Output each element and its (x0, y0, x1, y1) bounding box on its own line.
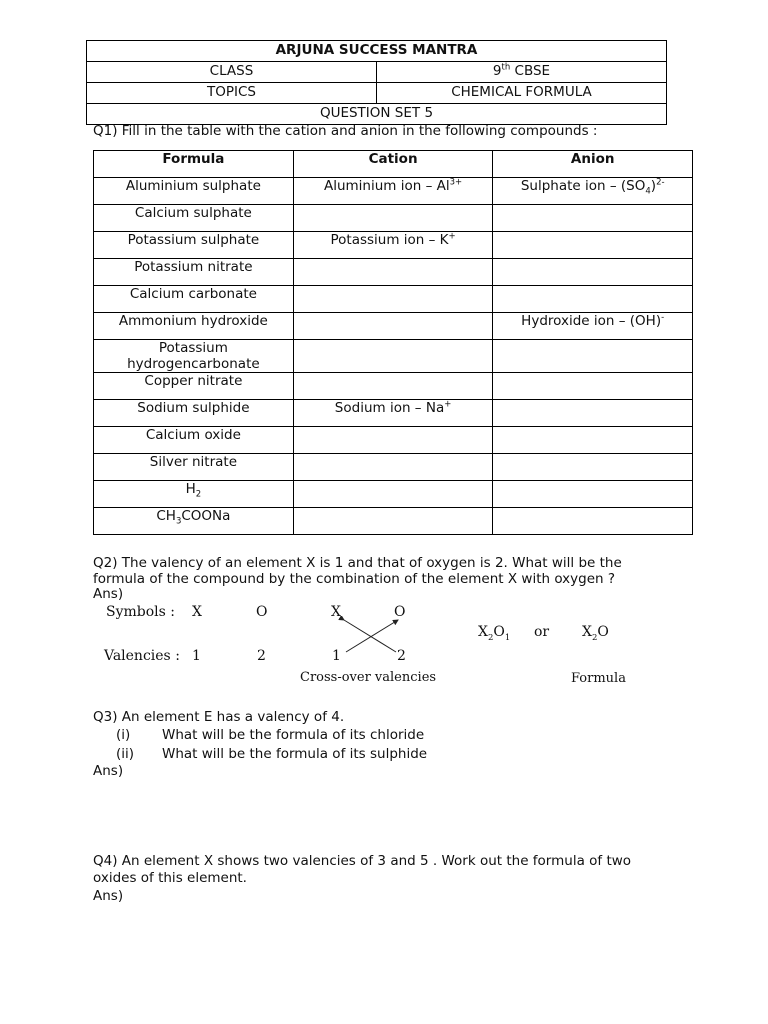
formula-x2o: $X_2O$ (582, 624, 609, 643)
cation-cell (293, 259, 493, 286)
cross-over-caption: Cross-over valencies (300, 670, 437, 685)
cation-cell (293, 454, 493, 481)
cross-valency-1: 1 (332, 648, 341, 664)
topics-value: CHEMICAL FORMULA (377, 83, 667, 104)
table-row (94, 481, 693, 508)
q2-line1: Q2) The valency of an element X is 1 and that of oxygen is 2. What will be the (93, 555, 622, 571)
anion-cell (493, 232, 693, 259)
cross-arrows (336, 616, 408, 656)
formula-cell: Copper nitrate (94, 373, 294, 400)
anion-cell (493, 286, 693, 313)
table-row (94, 340, 693, 373)
anion-cell: Hydroxide ion – (OH)- (493, 313, 693, 340)
anion-cell (493, 400, 693, 427)
cross-over-diagram (100, 600, 640, 692)
q3-text: Q3) An element E has a valency of 4. (93, 709, 345, 725)
formula-cell: Calcium carbonate (94, 286, 294, 313)
anion-cell (493, 373, 693, 400)
list-item: (ii) What will be the formula of its sulphide (116, 746, 428, 762)
formula-cell: Ammonium hydroxide (94, 313, 294, 340)
cation-cell (293, 313, 493, 340)
formula-cell: Potassium sulphate (94, 232, 294, 259)
formula-caption: Formula (571, 671, 626, 686)
arrow-x-to-o (346, 620, 398, 652)
table-row (94, 178, 693, 205)
anion-cell (493, 454, 693, 481)
cross-valency-2: 2 (397, 648, 406, 664)
q3-ans: Ans) (93, 763, 124, 779)
header-table (86, 40, 667, 125)
formula-cell: Calcium sulphate (94, 205, 294, 232)
cation-cell (293, 508, 493, 535)
table-row (94, 313, 693, 340)
table-row (94, 259, 693, 286)
anion-cell (493, 259, 693, 286)
topics-label: TOPICS (87, 83, 377, 104)
cross-symbol-o: O (394, 604, 406, 620)
table-row (94, 454, 693, 481)
anion-cell (493, 508, 693, 535)
formula-cell: Potassium nitrate (94, 259, 294, 286)
q1-text: Q1) Fill in the table with the cation and anion in the following compounds : (93, 123, 598, 139)
table-row (94, 400, 693, 427)
cation-cell (293, 286, 493, 313)
cation-cell (293, 427, 493, 454)
formula-cell: Sodium sulphide (94, 400, 294, 427)
valency-o: 2 (257, 648, 266, 664)
formula-cell: $CH_3COONa$ (94, 508, 294, 535)
class-value: 9th CBSE (377, 62, 667, 83)
cation-cell (293, 481, 493, 508)
symbol-o: O (256, 604, 268, 620)
q4-ans: Ans) (93, 888, 124, 904)
column-header-formula: Formula (94, 151, 294, 178)
formula-x2o1: $X_2O_1$ (478, 624, 511, 643)
table-row (94, 427, 693, 454)
table-row (94, 286, 693, 313)
list-item: (i) What will be the formula of its chloride (116, 727, 425, 743)
cation-cell: Sodium ion – Na+ (293, 400, 493, 427)
q2-line2: formula of the compound by the combination of the element X with oxygen ? (93, 571, 616, 587)
table-row (94, 373, 693, 400)
ion-table (93, 150, 693, 535)
anion-cell (493, 481, 693, 508)
symbols-label: Symbols : (106, 604, 175, 620)
valency-x: 1 (192, 648, 201, 664)
q4-line1: Q4) An element X shows two valencies of 3 and 5 . Work out the formula of two (93, 853, 632, 869)
arrow-o-to-x (344, 620, 396, 652)
symbol-x: X (192, 604, 202, 620)
q3-subquestions (116, 726, 427, 764)
cross-symbol-x: X (331, 604, 341, 620)
anion-cell: Sulphate ion – $(SO_4)^{2-}$ (493, 178, 693, 205)
table-row (94, 205, 693, 232)
q4-line2: oxides of this element. (93, 870, 247, 886)
formula-cell: $H_2$ (94, 481, 294, 508)
anion-cell (493, 205, 693, 232)
cation-cell (293, 373, 493, 400)
column-header-anion: Anion (493, 151, 693, 178)
column-header-cation: Cation (293, 151, 493, 178)
q2-ans: Ans) (93, 586, 124, 602)
formula-cell: Silver nitrate (94, 454, 294, 481)
formula-cell: Potassium hydrogencarbonate (94, 340, 294, 373)
class-label: CLASS (87, 62, 377, 83)
anion-cell (493, 340, 693, 373)
cation-cell: Potassium ion – K+ (293, 232, 493, 259)
valencies-label: Valencies : (104, 648, 180, 664)
table-row (94, 232, 693, 259)
formula-cell: Calcium oxide (94, 427, 294, 454)
document-title: ARJUNA SUCCESS MANTRA (87, 41, 667, 62)
table-row (94, 508, 693, 535)
question-set: QUESTION SET 5 (87, 104, 667, 125)
or-text: or (534, 624, 550, 640)
cation-cell (293, 340, 493, 373)
anion-cell (493, 427, 693, 454)
formula-cell: Aluminium sulphate (94, 178, 294, 205)
cation-cell: Aluminium ion – $Al^{3+}$ (293, 178, 493, 205)
cation-cell (293, 205, 493, 232)
